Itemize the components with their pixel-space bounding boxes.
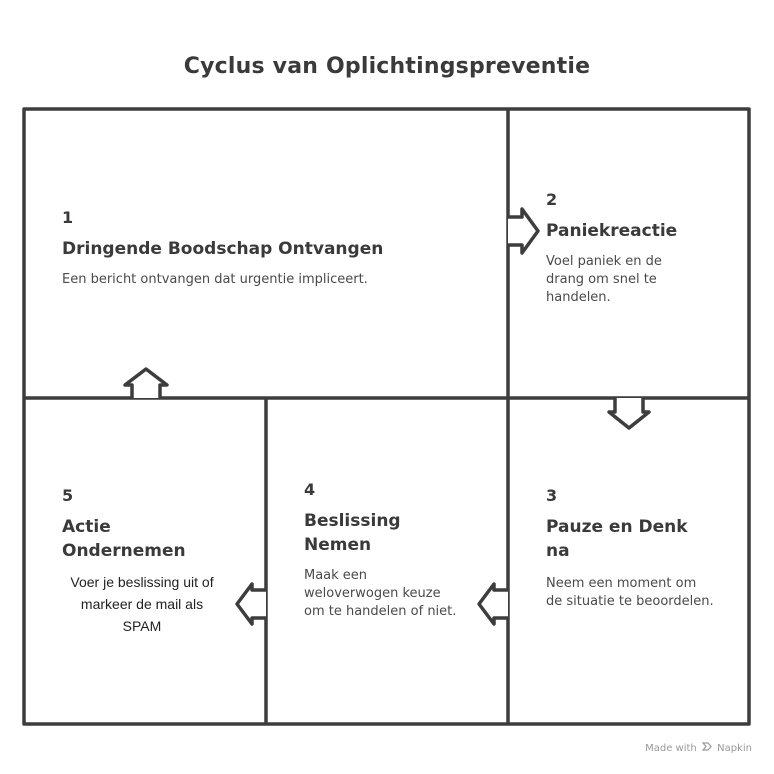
step-1-card: [62, 208, 492, 289]
step-5-description: Voer je beslissing uit of markeer de mail als SPAM: [70, 574, 214, 634]
step-4-heading: Beslissing Nemen: [304, 511, 401, 555]
footer-credit: [645, 742, 752, 754]
step-4-number: 4: [304, 480, 316, 499]
step-1-heading: Dringende Boodschap Ontvangen: [62, 239, 384, 259]
step-3-heading: Pauze en Denk na: [546, 517, 688, 561]
step-2-card: [546, 190, 726, 307]
napkin-logo-icon: [702, 742, 712, 754]
step-4-description: Maak een weloverwogen keuze om te handelen of niet.: [304, 568, 457, 619]
arrow-2-to-3-icon: [609, 398, 649, 428]
step-3-number: 3: [546, 486, 558, 505]
step-4-card: [304, 480, 474, 621]
step-2-description: Voel paniek en de drang om snel te handelen.: [546, 254, 662, 305]
step-3-description: Neem een moment om de situatie te beoordelen.: [546, 576, 714, 609]
step-2-heading: Paniekreactie: [546, 221, 678, 241]
step-3-card: [546, 486, 721, 611]
diagram-title: Cyclus van Oplichtingspreventie: [183, 54, 591, 79]
step-2-number: 2: [546, 190, 558, 209]
napkin-brand-label: Napkin: [717, 743, 752, 754]
arrow-5-to-1-icon: [125, 369, 167, 398]
arrow-3-to-4-icon: [479, 584, 508, 624]
arrow-1-to-2-icon: [508, 209, 538, 253]
made-with-label: Made with: [645, 743, 697, 754]
step-5-card: [62, 486, 252, 637]
step-1-number: 1: [62, 208, 74, 227]
step-1-description: Een bericht ontvangen dat urgentie impliceert.: [62, 272, 368, 287]
step-5-number: 5: [62, 486, 74, 505]
step-5-heading: Actie Ondernemen: [62, 517, 186, 561]
